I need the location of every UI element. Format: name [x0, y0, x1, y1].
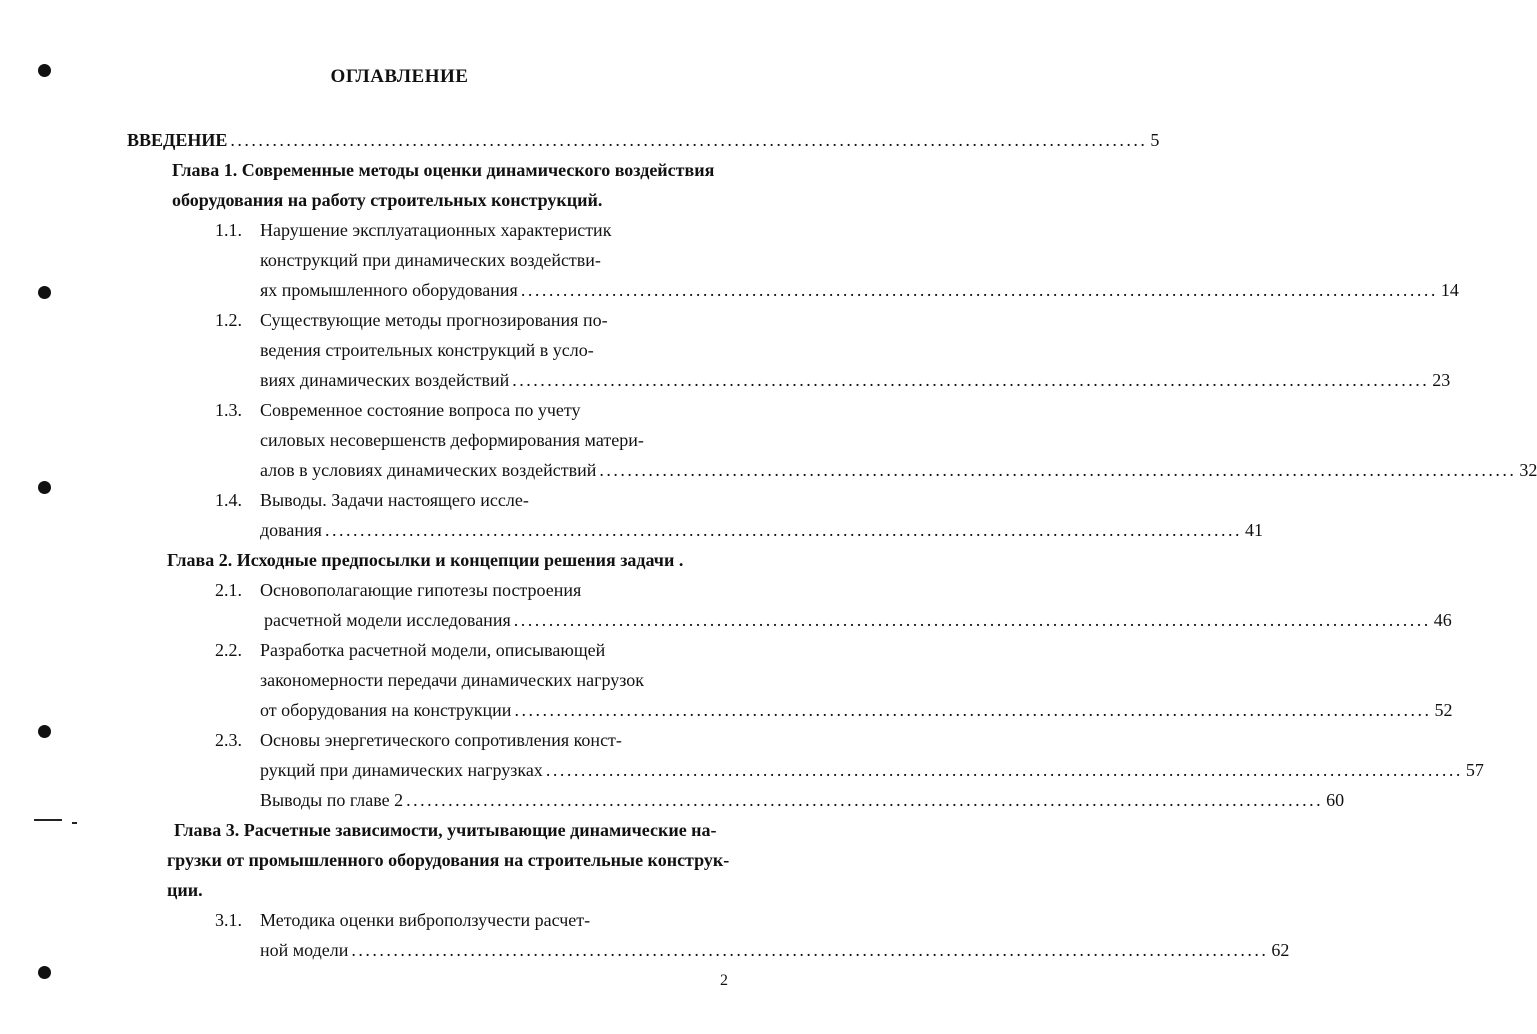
section-title-last: от оборудования на конструкции — [260, 700, 512, 720]
toc-entry-chapter2-conclusions — [260, 789, 1345, 811]
section-title-line: закономерности передачи динамических нагрузок — [260, 670, 644, 690]
section-page: 62 — [1271, 940, 1290, 960]
section-title-line: Существующие методы прогнозирования по- — [260, 310, 608, 330]
section-title-line: Современное состояние вопроса по учету — [260, 400, 581, 420]
chapter2-heading: Глава 2. Исходные предпосылки и концепции решения задачи . — [167, 550, 684, 570]
section-page: 23 — [1432, 370, 1451, 390]
section-page: 41 — [1244, 520, 1263, 540]
leader-dots: ................................................................................................................................... — [351, 940, 1269, 960]
leader-dots: ................................................................................................................................... — [513, 610, 1431, 630]
chapter3-heading-line2: грузки от промышленного оборудования на строительные конструк- — [167, 850, 730, 870]
toc-entry-1-4 — [260, 519, 1263, 541]
chapter3-heading-line1: Глава 3. Расчетные зависимости, учитывающие динамические на- — [174, 820, 717, 840]
section-page: 46 — [1433, 610, 1452, 630]
section-page: 14 — [1440, 280, 1459, 300]
section-number: 2.1. — [215, 580, 242, 600]
section-title-last: ной модели — [260, 940, 349, 960]
section-number: 2.3. — [215, 730, 242, 750]
section-title-line: конструкций при динамических воздействи- — [260, 250, 601, 270]
leader-dots: ................................................................................................................................... — [512, 370, 1430, 390]
section-number: 1.1. — [215, 220, 242, 240]
intro-label: ВВЕДЕНИЕ — [127, 130, 228, 150]
conclusions-page: 60 — [1326, 790, 1345, 810]
binder-hole-mark — [38, 725, 51, 738]
section-title-line: силовых несовершенств деформирования матери- — [260, 430, 644, 450]
toc-entry-3-1 — [260, 939, 1290, 961]
section-page: 52 — [1434, 700, 1453, 720]
section-page: 32 — [1519, 460, 1537, 480]
intro-page: 5 — [1150, 130, 1160, 150]
leader-dots: ................................................................................................................................... — [545, 760, 1463, 780]
binder-hole-mark — [38, 481, 51, 494]
binder-hole-mark — [38, 286, 51, 299]
leader-dots: ................................................................................................................................... — [520, 280, 1438, 300]
section-number: 3.1. — [215, 910, 242, 930]
binder-hole-mark — [38, 966, 51, 979]
leader-dots: ................................................................................................................................... — [514, 700, 1432, 720]
toc-entry-2-1 — [264, 609, 1452, 631]
toc-entry-2-2 — [260, 699, 1453, 721]
page-title: ОГЛАВЛЕНИЕ — [330, 66, 469, 87]
section-title-line: Выводы. Задачи настоящего иссле- — [260, 490, 529, 510]
section-title-line: Нарушение эксплуатационных характеристик — [260, 220, 612, 240]
toc-entry-1-2 — [260, 369, 1451, 391]
leader-dots: ................................................................................................................................... — [230, 130, 1148, 150]
toc-entry-1-1 — [260, 279, 1459, 301]
chapter3-heading-line3: ции. — [167, 880, 203, 900]
chapter1-heading-line2: оборудования на работу строительных конструкций. — [172, 190, 603, 210]
section-title-last: расчетной модели исследования — [264, 610, 511, 630]
page-number: 2 — [720, 972, 728, 989]
section-title-last: виях динамических воздействий — [260, 370, 510, 390]
section-title-line: Методика оценки виброползучести расчет- — [260, 910, 591, 930]
toc-entry-1-3 — [260, 459, 1537, 481]
leader-dots: ................................................................................................................................... — [406, 790, 1324, 810]
section-number: 1.2. — [215, 310, 242, 330]
chapter1-heading-line1: Глава 1. Современные методы оценки динамического воздействия — [172, 160, 715, 180]
section-title-last: алов в условиях динамических воздействий — [260, 460, 597, 480]
section-title-line: ведения строительных конструкций в усло- — [260, 340, 594, 360]
leader-dots: ................................................................................................................................... — [324, 520, 1242, 540]
scan-smudge — [34, 819, 62, 821]
section-title-line: Разработка расчетной модели, описывающей — [260, 640, 606, 660]
section-page: 57 — [1465, 760, 1484, 780]
section-number: 2.2. — [215, 640, 242, 660]
section-number: 1.3. — [215, 400, 242, 420]
scan-smudge — [72, 822, 77, 824]
toc-entry-intro — [127, 129, 1160, 151]
conclusions-label: Выводы по главе 2 — [260, 790, 404, 810]
toc-entry-2-3 — [260, 759, 1484, 781]
section-title-last: рукций при динамических нагрузках — [260, 760, 543, 780]
section-title-last: ях промышленного оборудования — [260, 280, 518, 300]
section-title-last: дования — [260, 520, 322, 540]
section-title-line: Основополагающие гипотезы построения — [260, 580, 582, 600]
section-number: 1.4. — [215, 490, 242, 510]
section-title-line: Основы энергетического сопротивления конст- — [260, 730, 622, 750]
leader-dots: ................................................................................................................................... — [599, 460, 1517, 480]
